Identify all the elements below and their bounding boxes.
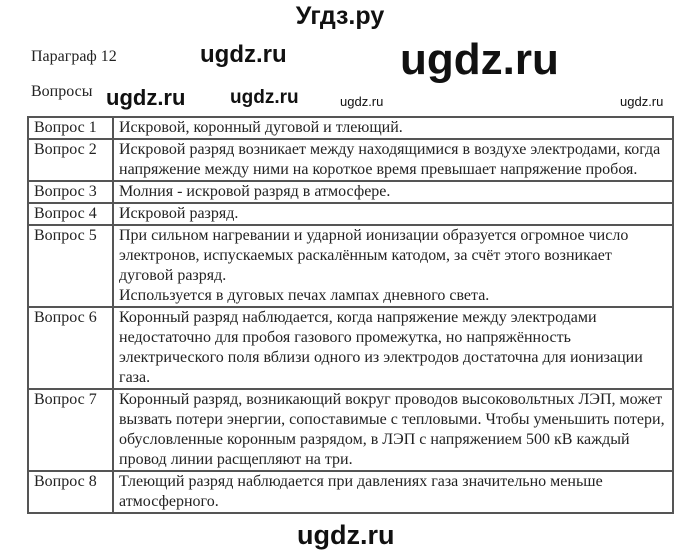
table-row [28, 225, 673, 307]
site-title: Угдз.ру [295, 2, 385, 30]
table-row [28, 307, 673, 389]
table-row [28, 139, 673, 181]
question-label: Вопрос 7 [28, 389, 113, 471]
question-label: Вопрос 6 [28, 307, 113, 389]
question-label: Вопрос 1 [28, 117, 113, 139]
answer-cell [113, 471, 673, 513]
answer-text: Искровой разряд возникает между находящимися в воздухе электродами, когда напряжение между ними на короткое время превышает напряжение пробоя. [119, 141, 661, 178]
answer-cell [113, 225, 673, 307]
answers-table [27, 116, 674, 514]
question-label: Вопрос 3 [28, 181, 113, 203]
paragraph-heading: Параграф 12 [31, 48, 117, 65]
answer-cell [113, 307, 673, 389]
watermark: ugdz.ru [620, 94, 664, 109]
answer-text: Молния - искровой разряд в атмосфере. [119, 183, 391, 200]
watermark: ugdz.ru [297, 520, 395, 550]
watermark: ugdz.ru [200, 41, 287, 68]
watermark: ugdz.ru [230, 87, 299, 108]
answer-text: Тлеющий разряд наблюдается при давлениях газа значительно меньше атмосферного. [119, 473, 603, 510]
watermark: ugdz.ru [340, 94, 384, 109]
watermark: ugdz.ru [400, 35, 559, 84]
answer-text: Искровой, коронный дуговой и тлеющий. [119, 119, 403, 136]
question-label: Вопрос 8 [28, 471, 113, 513]
answer-cell [113, 389, 673, 471]
answer-text: Коронный разряд, возникающий вокруг проводов высоковольтных ЛЭП, может вызвать потери энергии, сопоставимые с тепловыми. Чтобы уменьшить потери, обусловленные коронным разрядом, в ЛЭП с напряжением 500 кВ каждый провод линии расщепляют на три. [119, 391, 665, 468]
answer-text: При сильном нагревании и ударной ионизации образуется огромное число электронов, испускаемых раскалённым катодом, за счёт этого возникает дуговой разряд. [119, 227, 629, 284]
questions-heading: Вопросы [31, 83, 93, 100]
question-label: Вопрос 2 [28, 139, 113, 181]
answer-text: Искровой разряд. [119, 205, 239, 222]
table-row [28, 181, 673, 203]
table-row [28, 203, 673, 225]
question-label: Вопрос 4 [28, 203, 113, 225]
answer-text: Коронный разряд наблюдается, когда напряжение между электродами недостаточно для пробоя газового промежутка, но напряжённость электрического поля вблизи одного из электродов достаточна для ионизации газа. [119, 309, 643, 386]
table-row [28, 389, 673, 471]
answer-cell [113, 139, 673, 181]
answer-cell [113, 181, 673, 203]
answer-cell [113, 203, 673, 225]
answer-cell [113, 117, 673, 139]
answer-text: Используется в дуговых печах лампах дневного света. [119, 287, 490, 304]
watermark: ugdz.ru [106, 85, 186, 110]
question-label: Вопрос 5 [28, 225, 113, 307]
table-row [28, 117, 673, 139]
table-row [28, 471, 673, 513]
